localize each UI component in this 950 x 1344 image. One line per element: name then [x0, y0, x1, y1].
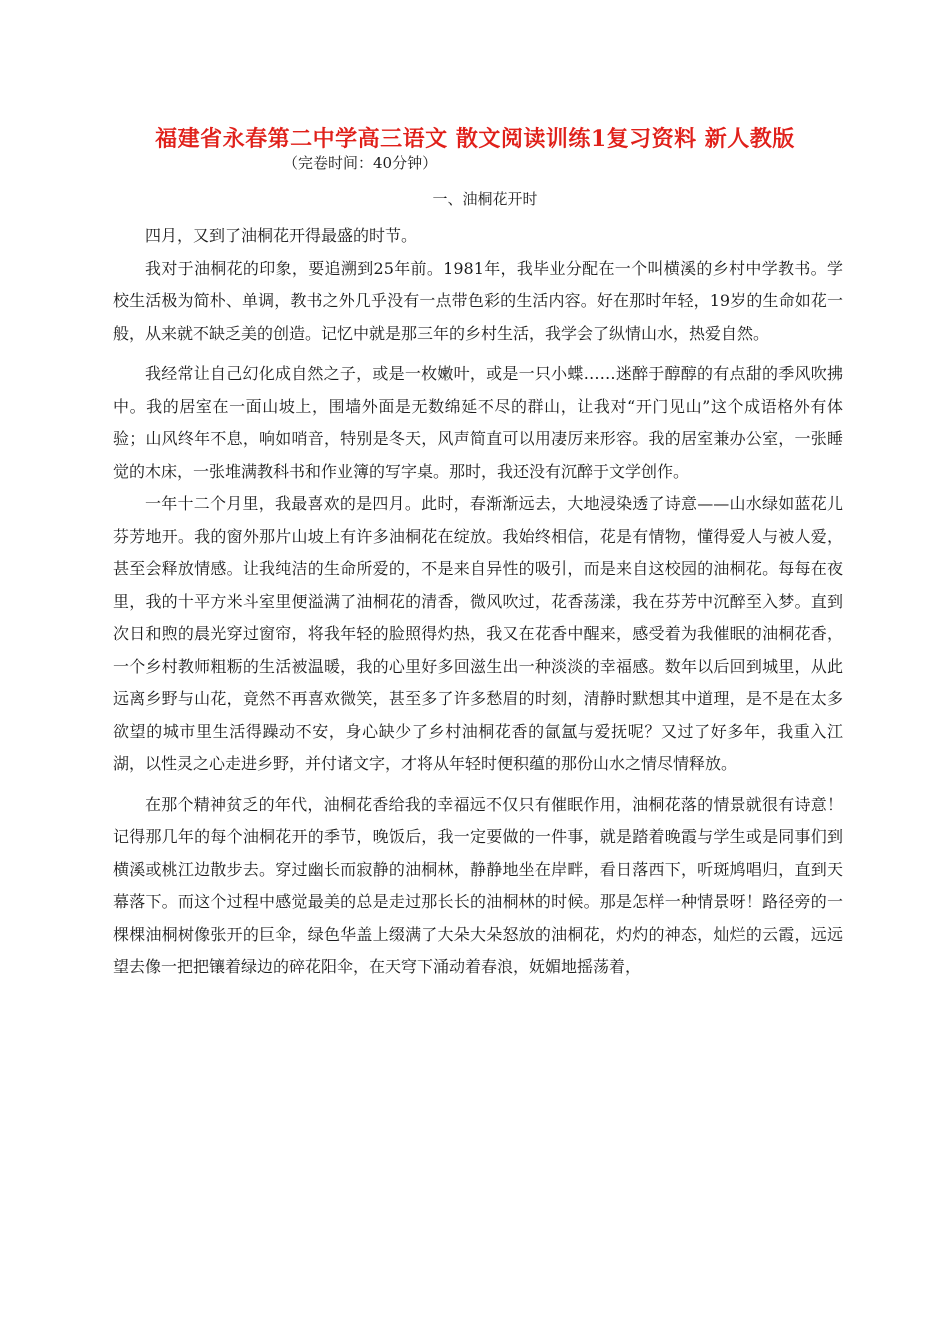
paragraph: 一年十二个月里，我最喜欢的是四月。此时，春渐渐远去，大地浸染透了诗意——山水绿如蓝花儿芬芳地开。我的窗外那片山坡上有许多油桐花在绽放。我始终相信，花是有情物，懂得爱人与被人爱，甚至会释放情感。让我纯洁的生命所爱的，不是来自异性的吸引，而是来自这校园的油桐花。每每在夜里，我的十平方米斗室里便溢满了油桐花的清香，微风吹过，花香荡漾，我在芬芳中沉醉至入梦。直到次日和煦的晨光穿过窗帘，将我年轻的脸照得灼热，我又在花香中醒来，感受着为我催眠的油桐花香，一个乡村教师粗粝的生活被温暖，我的心里好多回滋生出一种淡淡的幸福感。数年以后回到城里，从此远离乡野与山花，竟然不再喜欢微笑，甚至多了许多愁眉的时刻，清静时默想其中道理，是不是在太多欲望的城市里生活得躁动不安，身心缺少了乡村油桐花香的氤氲与爱抚呢？又过了好多年，我重入江湖，以性灵之心走进乡野，并付诸文字，才将从年轻时便积蕴的那份山水之情尽情释放。 — [113, 494, 843, 773]
paragraph: 我经常让自己幻化成自然之子，或是一枚嫩叶，或是一只小蝶……迷醉于醇醇的有点甜的季风吹拂中。我的居室在一面山坡上，围墙外面是无数绵延不尽的群山，让我对“开门见山”这个成语格外有体验；山风终年不息，响如哨音，特别是冬天，风声简直可以用凄厉来形容。我的居室兼办公室，一张睡觉的木床，一张堆满教科书和作业簿的写字桌。那时，我还没有沉醉于文学创作。 — [113, 364, 843, 481]
paragraph: 我对于油桐花的印象，要追溯到25年前。1981年，我毕业分配在一个叫横溪的乡村中学教书。学校生活极为简朴、单调，教书之外几乎没有一点带色彩的生活内容。好在那时年轻，19岁的生命如花一般，从来就不缺乏美的创造。记忆中就是那三年的乡村生活，我学会了纵情山水，热爱自然。 — [113, 258, 843, 343]
section-heading: 一、油桐花开时 — [432, 190, 538, 208]
paragraph: 在那个精神贫乏的年代，油桐花香给我的幸福远不仅只有催眠作用，油桐花落的情景就很有诗意！记得那几年的每个油桐花开的季节，晚饭后，我一定要做的一件事，就是踏着晚霞与学生或是同事们到横溪或桃江边散步去。穿过幽长而寂静的油桐林，静静地坐在岸畔，看日落西下，听斑鸠唱归，直到天幕落下。而这个过程中感觉最美的总是走过那长长的油桐林的时候。那是怎样一种情景呀！路径旁的一棵棵油桐树像张开的巨伞，绿色华盖上缀满了大朵大朵怒放的油桐花，灼灼的神态，灿烂的云霞，远远望去像一把把镶着绿边的碎花阳伞，在天穹下涌动着春浪，妩媚地摇荡着， — [113, 794, 843, 976]
essay-body — [113, 220, 843, 984]
document-title: 福建省永春第二中学高三语文 散文阅读训练1复习资料 新人教版 — [155, 126, 795, 152]
exam-time-note: （完卷时间：40分钟） — [283, 154, 438, 172]
paragraph: 四月，又到了油桐花开得最盛的时节。 — [145, 226, 418, 245]
